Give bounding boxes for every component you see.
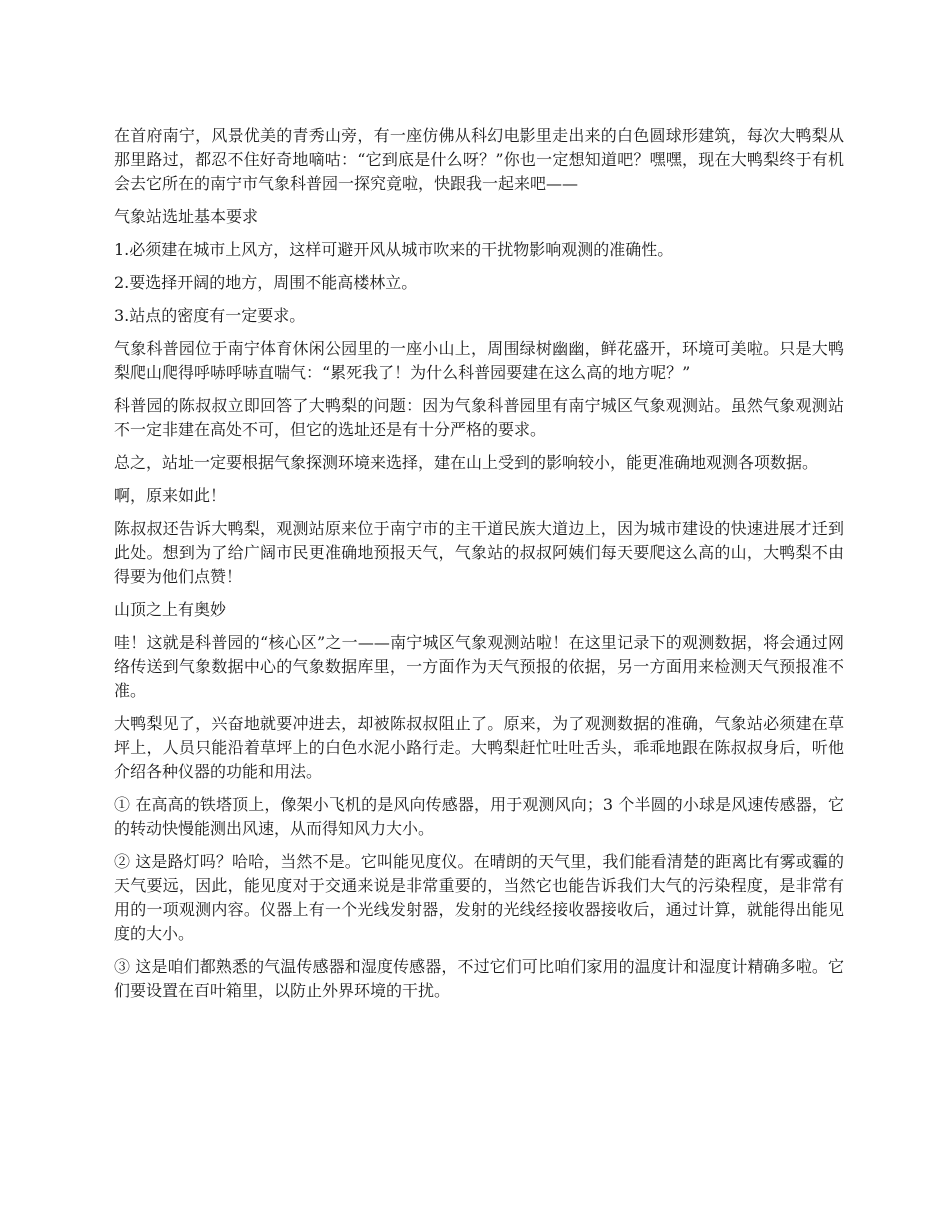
paragraph-lawn-path: 大鸭梨见了，兴奋地就要冲进去，却被陈叔叔阻止了。原来，为了观测数据的准确，气象站必须建在草坪上，人员只能沿着草坪上的白色水泥小路行走。大鸭梨赶忙吐吐舌头，乖乖地跟在陈叔叔身后，听他介绍各种仪器的功能和用法。 — [114, 714, 844, 781]
paragraph-station-history: 陈叔叔还告诉大鸭梨，观测站原来位于南宁市的主干道民族大道边上，因为城市建设的快速进展才迁到此处。想到为了给广阔市民更准确地预报天气，气象站的叔叔阿姨们每天要爬这么高的山，大鸭梨不由得要为他们点赞！ — [114, 519, 844, 586]
requirement-item-2: 2.要选择开阔的地方，周围不能高楼林立。 — [114, 273, 418, 292]
paragraph-park-location: 气象科普园位于南宁体育休闲公园里的一座小山上，周围绿树幽幽，鲜花盛开，环境可美啦。只是大鸭梨爬山爬得呼哧呼哧直喘气：“累死我了！为什么科普园要建在这么高的地方呢？” — [114, 339, 844, 382]
instrument-item-temp-humidity: ③ 这是咱们都熟悉的气温传感器和湿度传感器，不过它们可比咱们家用的温度计和湿度计精确多啦。它们要设置在百叶箱里，以防止外界环境的干扰。 — [114, 957, 844, 1000]
section-heading-site-requirements: 气象站选址基本要求 — [114, 207, 259, 226]
requirement-item-3: 3.站点的密度有一定要求。 — [114, 306, 306, 325]
document-body — [114, 124, 844, 1012]
instrument-item-wind-sensors: ① 在高高的铁塔顶上，像架小飞机的是风向传感器，用于观测风向；3 个半圆的小球是风速传感器，它的转动快慢能测出风速，从而得知风力大小。 — [114, 795, 844, 838]
paragraph-uncle-answer: 科普园的陈叔叔立即回答了大鸭梨的问题：因为气象科普园里有南宁城区气象观测站。虽然气象观测站不一定非建在高处不可，但它的选址还是有十分严格的要求。 — [114, 396, 844, 439]
paragraph-summary: 总之，站址一定要根据气象探测环境来选择，建在山上受到的影响较小，能更准确地观测各项数据。 — [114, 453, 819, 472]
instrument-item-visibility-meter: ② 这是路灯吗？哈哈，当然不是。它叫能见度仪。在晴朗的天气里，我们能看清楚的距离比有雾或霾的天气要远，因此，能见度对于交通来说是非常重要的，当然它也能告诉我们大气的污染程度，是非常有用的一项观测内容。仪器上有一个光线发射器，发射的光线经接收器接收后，通过计算，就能得出能见度的大小。 — [114, 852, 844, 943]
paragraph-exclamation: 啊，原来如此！ — [114, 486, 227, 505]
requirement-item-1: 1.必须建在城市上风方，这样可避开风从城市吹来的干扰物影响观测的准确性。 — [114, 240, 674, 259]
section-heading-mountain-top: 山顶之上有奥妙 — [114, 600, 227, 619]
paragraph-core-area: 哇！这就是科普园的“核心区”之一——南宁城区气象观测站啦！在这里记录下的观测数据，将会通过网络传送到气象数据中心的气象数据库里，一方面作为天气预报的依据，另一方面用来检测天气预报准不准。 — [114, 633, 844, 700]
paragraph-intro: 在首府南宁，风景优美的青秀山旁，有一座仿佛从科幻电影里走出来的白色圆球形建筑，每次大鸭梨从那里路过，都忍不住好奇地嘀咕：“它到底是什么呀？”你也一定想知道吧？嘿嘿，现在大鸭梨终于有机会去它所在的南宁市气象科普园一探究竟啦，快跟我一起来吧—— — [114, 126, 844, 193]
